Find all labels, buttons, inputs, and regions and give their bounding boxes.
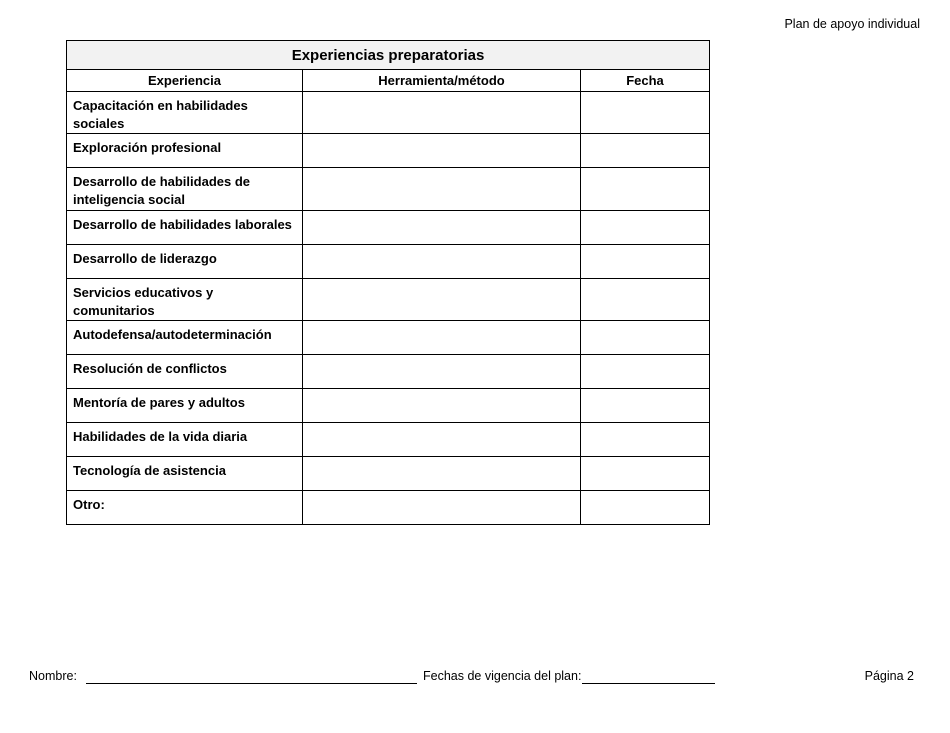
- preparatory-experiences-table: [66, 40, 710, 525]
- date-cell[interactable]: [581, 457, 710, 491]
- experience-cell: Tecnología de asistencia: [67, 457, 303, 491]
- experience-cell: Desarrollo de habilidades laborales: [67, 211, 303, 245]
- table-row: [67, 168, 710, 211]
- date-cell[interactable]: [581, 423, 710, 457]
- plan-dates-field[interactable]: [582, 669, 715, 684]
- experience-cell: Exploración profesional: [67, 134, 303, 168]
- date-cell[interactable]: [581, 168, 710, 211]
- tool-cell[interactable]: [303, 423, 581, 457]
- experience-cell: Autodefensa/autodeterminación: [67, 321, 303, 355]
- name-label: Nombre:: [29, 669, 77, 683]
- tool-cell[interactable]: [303, 211, 581, 245]
- table-row: [67, 134, 710, 168]
- page-number: Página 2: [864, 669, 914, 683]
- tool-cell[interactable]: [303, 168, 581, 211]
- tool-cell[interactable]: [303, 457, 581, 491]
- date-cell[interactable]: [581, 279, 710, 321]
- experience-cell: Mentoría de pares y adultos: [67, 389, 303, 423]
- experience-cell: Desarrollo de liderazgo: [67, 245, 303, 279]
- tool-cell[interactable]: [303, 389, 581, 423]
- name-field[interactable]: [86, 669, 417, 684]
- table-row: [67, 211, 710, 245]
- experience-cell: Habilidades de la vida diaria: [67, 423, 303, 457]
- table-row: [67, 92, 710, 134]
- table-row: [67, 491, 710, 525]
- tool-cell[interactable]: [303, 245, 581, 279]
- column-header-tool: Herramienta/método: [303, 70, 581, 92]
- table-header-row: [67, 70, 710, 92]
- tool-cell[interactable]: [303, 491, 581, 525]
- experience-cell: Capacitación en habilidades sociales: [67, 92, 303, 134]
- table-row: [67, 245, 710, 279]
- date-cell[interactable]: [581, 389, 710, 423]
- table-row: [67, 355, 710, 389]
- date-cell[interactable]: [581, 134, 710, 168]
- experience-cell: Servicios educativos y comunitarios: [67, 279, 303, 321]
- tool-cell[interactable]: [303, 92, 581, 134]
- column-header-experience: Experiencia: [67, 70, 303, 92]
- document-header-title: Plan de apoyo individual: [784, 17, 920, 31]
- date-cell[interactable]: [581, 245, 710, 279]
- experience-cell: Otro:: [67, 491, 303, 525]
- table-row: [67, 321, 710, 355]
- tool-cell[interactable]: [303, 279, 581, 321]
- column-header-date: Fecha: [581, 70, 710, 92]
- table-row: [67, 423, 710, 457]
- table-row: [67, 389, 710, 423]
- date-cell[interactable]: [581, 321, 710, 355]
- tool-cell[interactable]: [303, 134, 581, 168]
- tool-cell[interactable]: [303, 355, 581, 389]
- experience-cell: Desarrollo de habilidades de inteligencia social: [67, 168, 303, 211]
- plan-dates-label: Fechas de vigencia del plan:: [423, 669, 582, 683]
- date-cell[interactable]: [581, 92, 710, 134]
- table-row: [67, 279, 710, 321]
- date-cell[interactable]: [581, 211, 710, 245]
- table-title-row: [67, 41, 710, 70]
- table-title: Experiencias preparatorias: [67, 41, 710, 70]
- date-cell[interactable]: [581, 491, 710, 525]
- experience-cell: Resolución de conflictos: [67, 355, 303, 389]
- date-cell[interactable]: [581, 355, 710, 389]
- tool-cell[interactable]: [303, 321, 581, 355]
- table-row: [67, 457, 710, 491]
